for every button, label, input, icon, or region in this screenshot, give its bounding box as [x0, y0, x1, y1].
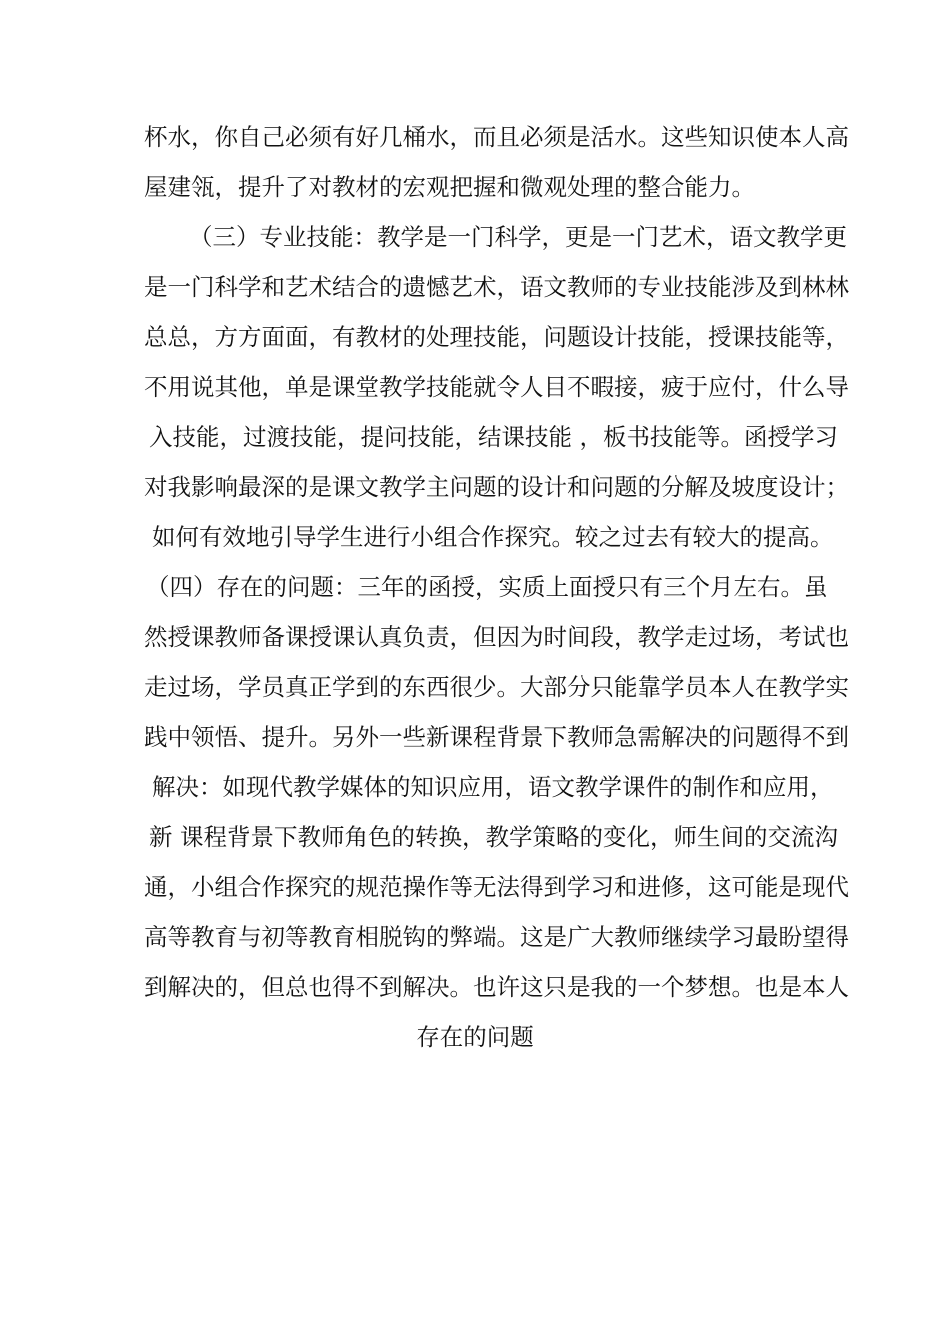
text-line-17: 高等教育与初等教育相脱钩的弊端。这是广大教师继续学习最盼望得	[144, 923, 849, 951]
text-line-10: （四）存在的问题：三年的函授，实质上面授只有三个月左右。虽	[146, 573, 828, 601]
text-line-3: （三）专业技能：教学是一门科学，更是一门艺术，语文教学更	[189, 223, 847, 251]
text-line-2: 屋建瓴，提升了对教材的宏观把握和微观处理的整合能力。	[144, 173, 755, 201]
text-line-6: 不用说其他，单是课堂教学技能就令人目不暇接，疲于应付，什么导	[144, 373, 849, 401]
text-line-4: 是一门科学和艺术结合的遗憾艺术，语文教师的专业技能涉及到林林	[144, 273, 849, 301]
text-line-9: 如何有效地引导学生进行小组合作探究。较之过去有较大的提高。	[152, 523, 834, 551]
text-line-18: 到解决的，但总也得不到解决。也许这只是我的一个梦想。也是本人	[144, 973, 849, 1001]
text-line-16: 通，小组合作探究的规范操作等无法得到学习和进修，这可能是现代	[144, 873, 849, 901]
text-line-8: 对我影响最深的是课文教学主问题的设计和问题的分解及坡度设计；	[144, 473, 849, 501]
text-line-19: 存在的问题	[416, 1023, 534, 1051]
text-line-14: 解决：如现代教学媒体的知识应用，语文教学课件的制作和应用，	[152, 773, 834, 801]
text-line-15: 新 课程背景下教师角色的转换，教学策略的变化，师生间的交流沟	[149, 823, 838, 851]
text-line-11: 然授课教师备课授课认真负责，但因为时间段，教学走过场，考试也	[144, 623, 849, 651]
text-line-7: 入技能，过渡技能，提问技能，结课技能 ，板书技能等。函授学习	[149, 423, 838, 451]
text-line-13: 践中领悟、提升。另外一些新课程背景下教师急需解决的问题得不到	[144, 723, 849, 751]
text-line-12: 走过场，学员真正学到的东西很少。大部分只能靠学员本人在教学实	[144, 673, 849, 701]
text-line-5: 总总，方方面面，有教材的处理技能，问题设计技能，授课技能等，	[144, 323, 849, 351]
text-line-1: 杯水，你自己必须有好几桶水，而且必须是活水。这些知识使本人高	[144, 123, 849, 151]
